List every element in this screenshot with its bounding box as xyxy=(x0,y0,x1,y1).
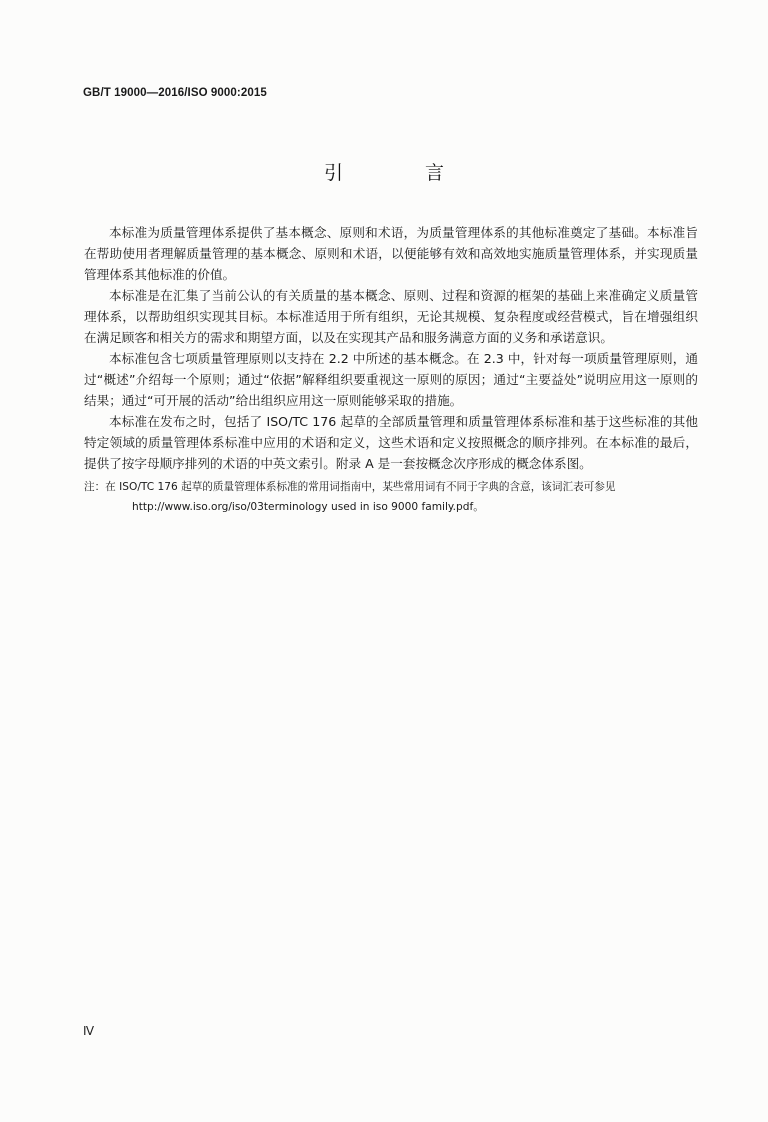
paragraph-2: 本标准是在汇集了当前公认的有关质量的基本概念、原则、过程和资源的框架的基础上来准确定义质量管理体系，以帮助组织实现其目标。本标准适用于所有组织，无论其规模、复杂程度或经营模式，旨在增强组织在满足顾客和相关方的需求和期望方面，以及在实现其产品和服务满意方面的义务和承诺意识。 xyxy=(84,288,698,345)
introduction-body xyxy=(84,222,698,517)
note-url: http://www.iso.org/iso/03terminology used in iso 9000 family.pdf。 xyxy=(132,501,484,513)
paragraph-4: 本标准在发布之时，包括了 ISO/TC 176 起草的全部质量管理和质量管理体系标准和基于这些标准的其他特定领域的质量管理体系标准中应用的术语和定义，这些术语和定义按照概念的顺序排列。在本标准的最后，提供了按字母顺序排列的术语的中英文索引。附录 A 是一套按概念次序形成的概念体系图。 xyxy=(84,414,698,471)
paragraph-1: 本标准为质量管理体系提供了基本概念、原则和术语，为质量管理体系的其他标准奠定了基础。本标准旨在帮助使用者理解质量管理的基本概念、原则和术语，以便能够有效和高效地实施质量管理体系，并实现质量管理体系其他标准的价值。 xyxy=(84,225,698,282)
note xyxy=(84,477,698,517)
note-text: 注：在 ISO/TC 176 起草的质量管理体系标准的常用词指南中，某些常用词有不同于字典的含意，该词汇表可参见 xyxy=(84,481,616,493)
standard-code-header: GB/T 19000—2016/ISO 9000:2015 xyxy=(83,87,267,99)
section-title: 引 言 xyxy=(323,162,483,184)
paragraph-3: 本标准包含七项质量管理原则以支持在 2.2 中所述的基本概念。在 2.3 中，针对每一项质量管理原则，通过“概述”介绍每一个原则；通过“依据”解释组织要重视这一原则的原因；通过“主要益处”说明应用这一原则的结果；通过“可开展的活动”给出组织应用这一原则能够采取的措施。 xyxy=(84,351,698,408)
page-number: Ⅳ xyxy=(83,1024,95,1038)
